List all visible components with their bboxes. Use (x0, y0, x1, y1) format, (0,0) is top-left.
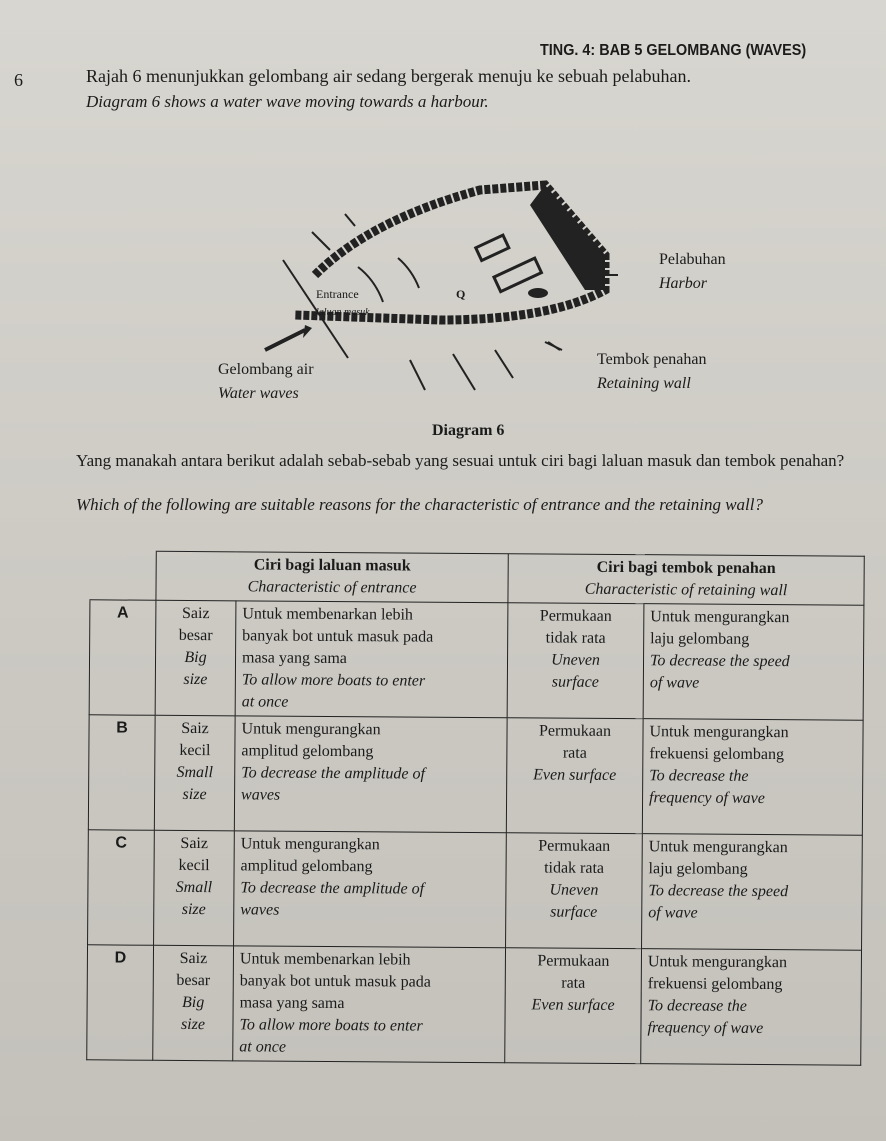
boat-icon (476, 235, 509, 260)
question-intro-ms: Rajah 6 menunjukkan gelombang air sedang bergerak menuju ke sebuah pelabuhan. (86, 66, 691, 86)
option-letter: D (87, 945, 154, 1060)
wall-surface-cell: Permukaan tidak rata Uneven surface (506, 833, 643, 949)
option-letter: A (89, 600, 156, 715)
wall-label-ms: Tembok penahan (597, 351, 707, 368)
point-q-label: Q (456, 287, 466, 301)
option-row-d[interactable] (87, 945, 862, 1065)
wall-reason-cell: Untuk mengurangkan laju gelombang To decrease the speed of wave (642, 834, 863, 951)
wall-surface-cell: Permukaan tidak rata Uneven surface (507, 603, 644, 719)
arrow-head-icon (303, 325, 312, 338)
entrance-reason-cell: Untuk mengurangkan amplitud gelombang To decrease the amplitude of waves (234, 716, 507, 833)
boat-icon (494, 258, 542, 292)
wall-surface-cell: Permukaan rata Even surface (505, 948, 642, 1064)
wall-reason-cell: Untuk mengurangkan laju gelombang To decrease the speed of wave (643, 604, 864, 721)
wall-reason-cell: Untuk mengurangkan frekuensi gelombang To decrease the frequency of wave (642, 719, 863, 836)
wave-lines (283, 214, 562, 390)
chapter-title: TING. 4: BAB 5 GELOMBANG (WAVES) (540, 42, 807, 59)
option-row-a[interactable] (89, 600, 864, 720)
waves-label-ms: Gelombang air (218, 361, 314, 378)
harbor-label-en: Harbor (659, 275, 708, 292)
options-table (86, 550, 865, 1065)
diagram-caption: Diagram 6 (432, 422, 505, 439)
option-row-c[interactable] (88, 830, 863, 950)
option-letter: B (88, 715, 155, 830)
entrance-reason-cell: Untuk membenarkan lebih banyak bot untuk masuk pada masa yang sama To allow more boats to enter at once (233, 946, 506, 1063)
question-prompt-en: Which of the following are suitable reasons for the characteristic of entrance and the retaining wall? (76, 495, 764, 514)
option-letter: C (88, 830, 155, 945)
wave-direction-arrow (265, 330, 305, 350)
option-row-b[interactable] (88, 715, 863, 835)
entrance-reason-cell: Untuk mengurangkan amplitud gelombang To decrease the amplitude of waves (234, 831, 507, 948)
size-cell: Saiz kecil Small size (154, 830, 235, 946)
header-wall: Ciri bagi tembok penahan Characteristic of retaining wall (508, 554, 864, 605)
boat-icon (528, 288, 548, 298)
entrance-reason-cell: Untuk membenarkan lebih banyak bot untuk masuk pada masa yang sama To allow more boats to enter at once (235, 601, 508, 718)
entrance-label-ms: laluan masuk (316, 307, 370, 318)
question-intro-en: Diagram 6 shows a water wave moving towards a harbour. (86, 92, 489, 111)
wall-surface-cell: Permukaan rata Even surface (506, 718, 643, 834)
waves-label-en: Water waves (218, 385, 299, 402)
wall-label-en: Retaining wall (597, 375, 691, 392)
size-cell: Saiz besar Big size (155, 600, 236, 716)
question-number: 6 (14, 70, 23, 90)
table-header-row (90, 551, 864, 605)
question-prompt-ms: Yang manakah antara berikut adalah sebab-sebab yang sesuai untuk ciri bagi laluan masuk dan tembok penahan? (76, 451, 845, 470)
size-cell: Saiz besar Big size (153, 945, 234, 1061)
header-entrance: Ciri bagi laluan masuk Characteristic of entrance (156, 551, 508, 602)
size-cell: Saiz kecil Small size (154, 715, 235, 831)
wall-reason-cell: Untuk mengurangkan frekuensi gelombang To decrease the frequency of wave (641, 949, 862, 1066)
harbor-label-ms: Pelabuhan (659, 251, 726, 268)
entrance-label-en: Entrance (316, 287, 359, 301)
